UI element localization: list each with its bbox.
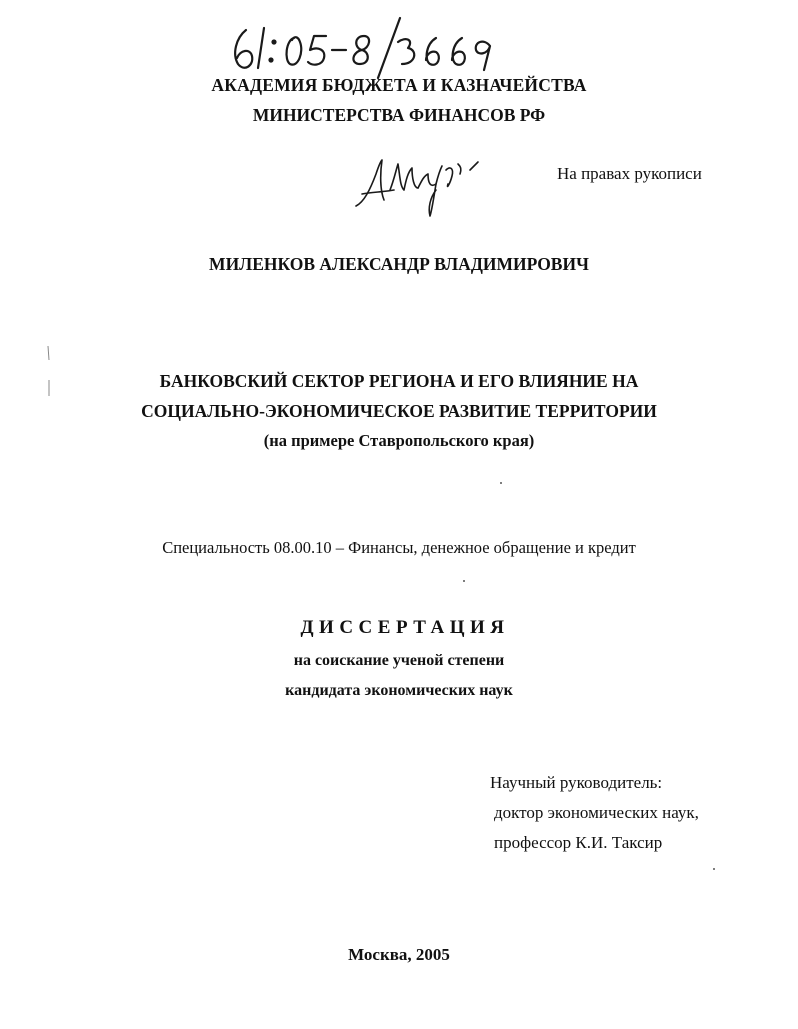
- thesis-title-line1: БАНКОВСКИЙ СЕКТОР РЕГИОНА И ЕГО ВЛИЯНИЕ НА: [159, 371, 639, 391]
- signature-image: [350, 150, 490, 220]
- supervisor-degree: доктор экономических наук,: [494, 803, 699, 822]
- supervisor-name: профессор К.И. Таксир: [494, 833, 663, 852]
- degree-line2: кандидата экономических наук: [285, 682, 513, 699]
- specialty-line: Специальность 08.00.10 – Финансы, денежное обращение и кредит: [162, 538, 636, 557]
- thesis-title-line2: СОЦИАЛЬНО-ЭКОНОМИЧЕСКОЕ РАЗВИТИЕ ТЕРРИТОРИИ: [141, 401, 657, 421]
- author-name: МИЛЕНКОВ АЛЕКСАНДР ВЛАДИМИРОВИЧ: [209, 254, 589, 274]
- scan-speck: [713, 868, 715, 870]
- institution-name-line2: МИНИСТЕРСТВА ФИНАНСОВ РФ: [252, 105, 546, 125]
- institution-name-line1: АКАДЕМИЯ БЮДЖЕТА И КАЗНАЧЕЙСТВА: [211, 75, 587, 95]
- degree-line1: на соискание ученой степени: [293, 652, 505, 669]
- document-type-heading: ДИССЕРТАЦИЯ: [300, 617, 510, 638]
- city-and-year: Москва, 2005: [348, 945, 450, 964]
- supervisor-label: Научный руководитель:: [490, 773, 663, 792]
- scan-speck: [463, 580, 465, 582]
- thesis-title-subtitle: (на примере Ставропольского края): [263, 431, 535, 450]
- handwritten-archive-code: [228, 16, 508, 80]
- manuscript-rights-note: На правах рукописи: [557, 164, 702, 183]
- scan-speck: [500, 482, 502, 484]
- supervisor-block: [490, 768, 699, 858]
